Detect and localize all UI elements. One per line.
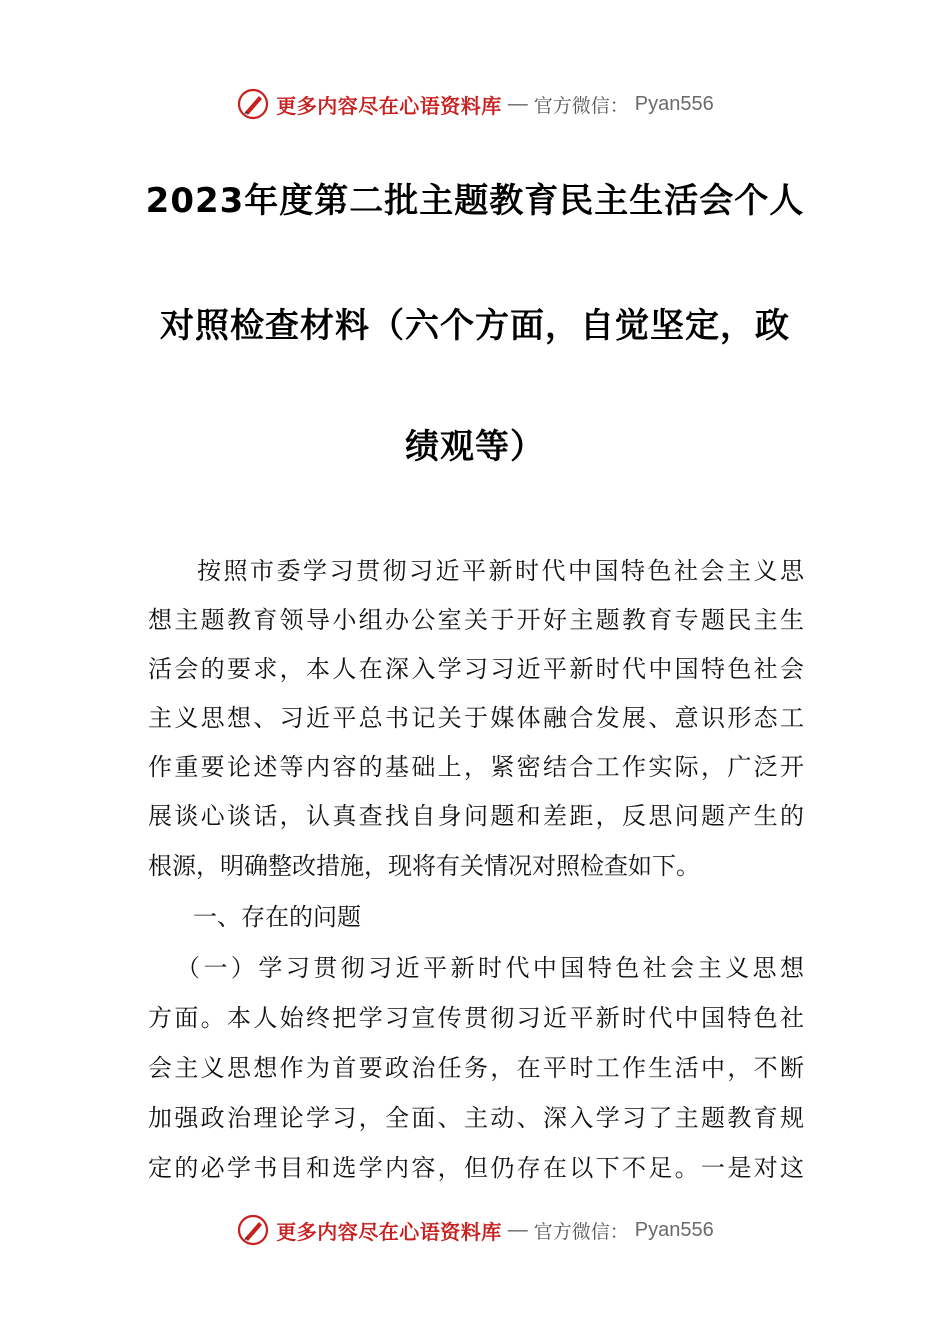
- doc-title-line-2: 对照检查材料（六个方面，自觉坚定，政: [160, 306, 790, 346]
- paragraph-line: 定的必学书目和选学内容，但仍存在以下不足。一是对这: [148, 1154, 804, 1182]
- paragraph-line: 会主义思想作为首要政治任务，在平时工作生活中，不断: [148, 1054, 804, 1082]
- paragraph-line: 作重要论述等内容的基础上，紧密结合工作实际，广泛开: [148, 753, 804, 781]
- footer-watermark: [0, 1210, 950, 1250]
- pen-logo-icon: [236, 87, 270, 121]
- section-heading: 一、存在的问题: [193, 903, 361, 931]
- watermark-brand: 更多内容尽在心语资料库: [276, 93, 502, 118]
- paragraph-line: 加强政治理论学习，全面、主动、深入学习了主题教育规: [148, 1104, 804, 1132]
- watermark-dash: —: [507, 1218, 528, 1241]
- watermark-wechat-label: 官方微信：: [533, 1220, 629, 1243]
- paragraph-line: （一）学习贯彻习近平新时代中国特色社会主义思想: [176, 954, 804, 982]
- paragraph-line: 根源，明确整改措施，现将有关情况对照检查如下。: [148, 852, 700, 880]
- pen-logo-icon: [236, 1213, 270, 1247]
- paragraph-line: 活会的要求，本人在深入学习习近平新时代中国特色社会: [148, 655, 804, 683]
- watermark-wechat-label: 官方微信：: [533, 94, 629, 117]
- paragraph-line: 方面。本人始终把学习宣传贯彻习近平新时代中国特色社: [148, 1004, 804, 1032]
- doc-title-line-1: 2023年度第二批主题教育民主生活会个人: [145, 181, 805, 221]
- paragraph-line: 主义思想、习近平总书记关于媒体融合发展、意识形态工: [148, 704, 804, 732]
- watermark-brand: 更多内容尽在心语资料库: [276, 1219, 502, 1244]
- watermark-wechat-id: Pyan556: [634, 1218, 714, 1241]
- watermark-dash: —: [507, 92, 528, 115]
- header-watermark: [0, 84, 950, 124]
- doc-title-line-3: 绩观等）: [405, 427, 545, 467]
- paragraph-line: 展谈心谈话，认真查找自身问题和差距，反思问题产生的: [148, 802, 804, 830]
- paragraph-line: 按照市委学习贯彻习近平新时代中国特色社会主义思: [197, 557, 804, 585]
- paragraph-line: 想主题教育领导小组办公室关于开好主题教育专题民主生: [148, 606, 804, 634]
- watermark-wechat-id: Pyan556: [634, 92, 714, 115]
